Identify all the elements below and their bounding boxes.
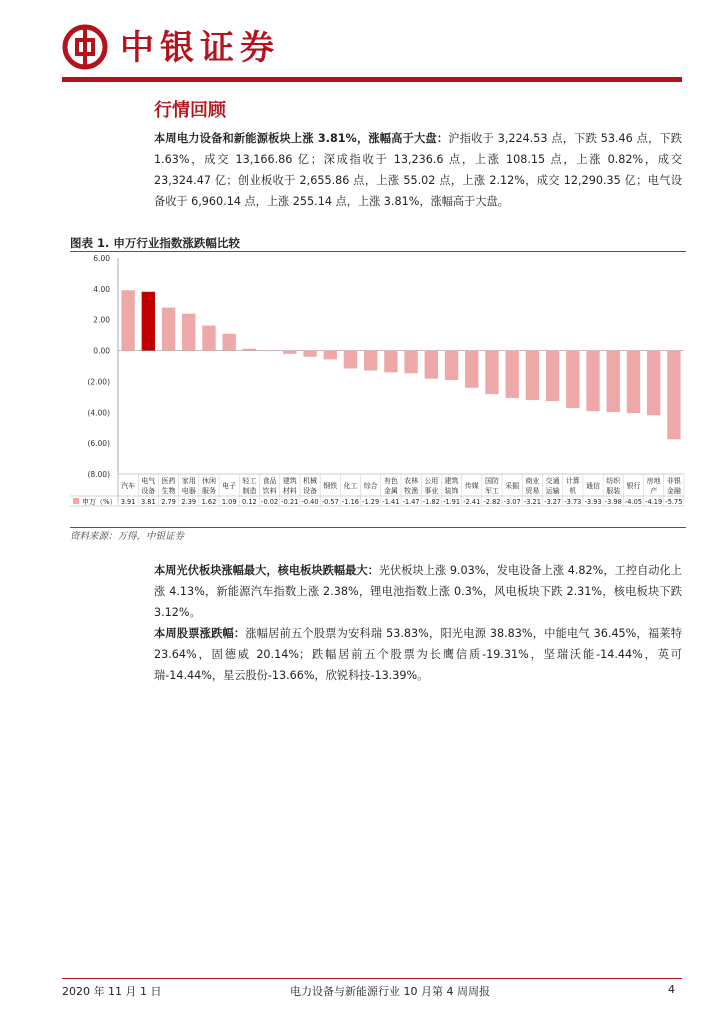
figure-source: 资料来源：万得，中银证券 xyxy=(70,531,185,542)
y-tick-label: 6.00 xyxy=(93,254,110,263)
footer-title: 电力设备与新能源行业 10 月第 4 周周报 xyxy=(290,985,490,998)
category-label: 机 xyxy=(569,487,577,495)
paragraph-sectors xyxy=(154,560,682,623)
category-label: 制造 xyxy=(242,487,257,495)
value-label: -1.82 xyxy=(422,498,440,506)
value-label: -3.21 xyxy=(523,498,541,506)
value-label: -3.98 xyxy=(604,498,622,506)
category-label: 机械 xyxy=(303,477,318,485)
value-label: 2.39 xyxy=(181,498,197,506)
category-label: 房地 xyxy=(646,477,661,485)
value-label: -1.41 xyxy=(382,498,400,506)
category-label: 产 xyxy=(650,487,658,495)
category-label: 电器 xyxy=(181,487,196,495)
brand-name: 中银证券 xyxy=(120,28,280,68)
category-label: 服装 xyxy=(606,487,621,495)
category-label: 事业 xyxy=(424,487,439,495)
category-label: 计算 xyxy=(565,477,580,485)
value-label: -1.16 xyxy=(341,498,359,506)
legend-label: 申万（%） xyxy=(82,498,117,506)
paragraph-sectors-lead: 本周光伏板块涨幅最大，核电板块跌幅最大： xyxy=(154,564,379,577)
category-label: 有色 xyxy=(383,477,398,485)
section-title: 行情回顾 xyxy=(154,100,226,121)
paragraph-market-lead: 本周电力设备和新能源板块上涨 3.81%，涨幅高于大盘： xyxy=(154,132,449,145)
category-label: 家用 xyxy=(181,477,196,485)
category-label: 银行 xyxy=(626,482,641,490)
y-tick-label: (8.00) xyxy=(87,470,110,479)
y-tick-label: (6.00) xyxy=(87,439,110,449)
bar-16 xyxy=(425,351,438,379)
bar-13 xyxy=(364,351,377,371)
category-label: 非银 xyxy=(666,477,681,485)
bar-4 xyxy=(182,314,195,351)
bar-24 xyxy=(586,351,599,412)
legend-swatch xyxy=(73,498,79,504)
value-label: -3.27 xyxy=(544,498,562,506)
bar-6 xyxy=(223,334,236,351)
category-label: 军工 xyxy=(484,487,499,495)
value-label: -1.47 xyxy=(402,498,420,506)
value-label: -5.75 xyxy=(665,498,683,506)
y-tick-label: 0.00 xyxy=(93,346,110,356)
bar-2 xyxy=(142,292,155,351)
figure-title: 图表 1. 申万行业指数涨跌幅比较 xyxy=(70,236,240,250)
paragraph-stocks-lead: 本周股票涨跌幅： xyxy=(154,627,246,640)
category-label: 装饰 xyxy=(444,487,459,495)
category-label: 钢铁 xyxy=(323,482,338,490)
bar-25 xyxy=(607,351,620,412)
industry-index-bar-chart xyxy=(70,252,686,526)
category-label: 建筑 xyxy=(282,477,297,485)
value-label: 1.09 xyxy=(221,498,237,506)
value-label: -3.93 xyxy=(584,498,602,506)
bar-26 xyxy=(627,351,640,413)
header-rule xyxy=(62,77,682,82)
bar-3 xyxy=(162,308,175,351)
paragraph-stocks xyxy=(154,623,682,686)
category-label: 设备 xyxy=(141,487,156,495)
value-label: -1.91 xyxy=(443,498,461,506)
bar-9 xyxy=(283,351,296,354)
y-tick-label: 2.00 xyxy=(93,315,110,325)
category-label: 生物 xyxy=(161,487,176,495)
paragraph-market-body: 沪指收于 3,224.53 点，下跌 53.46 点，下跌 1.63%，成交 13,166.86 亿；深成指收于 13,236.6 点，上涨 108.15 点，上涨 0.82%，成交 23,324.47 亿；创业板收于 2,655.86 点，上涨 55.02 点，上涨 2.12%，成交 12,290.35 亿；电气设备收于 6,960.14 点，上涨 255.14 点，上涨 3.81%，涨幅高于大盘。 xyxy=(154,132,682,208)
paragraph-market xyxy=(154,128,682,212)
bar-28 xyxy=(667,351,680,440)
bar-5 xyxy=(202,326,215,351)
category-label: 服务 xyxy=(201,487,216,495)
category-label: 国防 xyxy=(484,477,499,485)
category-label: 贸易 xyxy=(525,487,540,495)
bar-17 xyxy=(445,351,458,380)
value-label: 3.91 xyxy=(120,498,136,506)
value-label: 0.12 xyxy=(242,498,257,506)
category-label: 金属 xyxy=(383,487,398,495)
footer-date: 2020 年 11 月 1 日 xyxy=(62,985,162,998)
value-label: -0.02 xyxy=(261,498,279,506)
category-label: 牧渔 xyxy=(404,487,419,495)
y-tick-label: (4.00) xyxy=(87,408,110,418)
bar-23 xyxy=(566,351,579,409)
value-label: -3.07 xyxy=(503,498,521,506)
value-label: -0.57 xyxy=(321,498,339,506)
category-label: 通信 xyxy=(586,482,601,490)
bar-10 xyxy=(303,351,316,357)
category-label: 综合 xyxy=(363,482,378,490)
category-label: 公用 xyxy=(424,477,439,485)
bar-14 xyxy=(384,351,397,373)
category-label: 农林 xyxy=(404,477,419,485)
category-label: 休闲 xyxy=(201,477,216,485)
category-label: 设备 xyxy=(303,487,318,495)
value-label: -2.41 xyxy=(463,498,481,506)
category-label: 传媒 xyxy=(464,482,479,490)
y-tick-label: (2.00) xyxy=(87,377,110,387)
bar-19 xyxy=(485,351,498,395)
bar-8 xyxy=(263,351,276,352)
bar-7 xyxy=(243,349,256,351)
category-label: 电子 xyxy=(222,482,237,490)
bar-11 xyxy=(324,351,337,360)
category-label: 建筑 xyxy=(444,477,459,485)
value-label: -1.29 xyxy=(362,498,380,506)
footer-rule xyxy=(62,978,682,979)
category-label: 轻工 xyxy=(242,477,257,485)
value-label: -2.82 xyxy=(483,498,501,506)
bar-15 xyxy=(404,351,417,374)
value-label: 3.81 xyxy=(140,498,156,506)
bar-20 xyxy=(506,351,519,398)
category-label: 电气 xyxy=(141,477,156,485)
value-label: 1.62 xyxy=(201,498,217,506)
bank-of-china-logo xyxy=(62,24,108,70)
category-label: 化工 xyxy=(343,482,358,490)
category-label: 食品 xyxy=(262,477,277,485)
y-tick-label: 4.00 xyxy=(93,284,110,294)
value-label: -3.73 xyxy=(564,498,582,506)
category-label: 运输 xyxy=(545,487,560,495)
category-label: 商业 xyxy=(525,477,540,485)
paragraph-stocks-body: 涨幅居前五个股票为安科瑞 53.83%，阳光电源 38.83%，中能电气 36.45%，福莱特 23.64%，固德威 20.14%；跌幅居前五个股票为长鹰信质-19.31%，坚瑞沃能-14.44%，英可瑞-14.44%，星云股份-13.66%，欣锐科技-13.39%。 xyxy=(154,627,682,682)
paragraph-sectors-body: 光伏板块上涨 9.03%，发电设备上涨 4.82%，工控自动化上涨 4.13%，新能源汽车指数上涨 2.38%，锂电池指数上涨 0.3%，风电板块下跌 2.31%，核电板块下跌 3.12%。 xyxy=(154,564,682,619)
bar-12 xyxy=(344,351,357,369)
category-label: 材料 xyxy=(282,487,297,495)
value-label: 2.79 xyxy=(161,498,176,506)
bar-22 xyxy=(546,351,559,401)
page-number: 4 xyxy=(668,983,675,996)
bar-18 xyxy=(465,351,478,388)
bar-27 xyxy=(647,351,660,416)
category-label: 金融 xyxy=(666,487,681,495)
category-label: 采掘 xyxy=(505,482,520,490)
category-label: 交通 xyxy=(545,477,560,485)
value-label: -4.05 xyxy=(624,498,642,506)
value-label: -0.21 xyxy=(281,498,299,506)
category-label: 医药 xyxy=(161,477,176,485)
report-header xyxy=(62,24,682,80)
category-label: 纺织 xyxy=(606,477,621,485)
category-label: 饮料 xyxy=(262,487,277,495)
value-label: -0.40 xyxy=(301,498,319,506)
bar-21 xyxy=(526,351,539,401)
bar-1 xyxy=(121,290,134,350)
value-label: -4.19 xyxy=(645,498,663,506)
category-label: 汽车 xyxy=(121,482,136,490)
